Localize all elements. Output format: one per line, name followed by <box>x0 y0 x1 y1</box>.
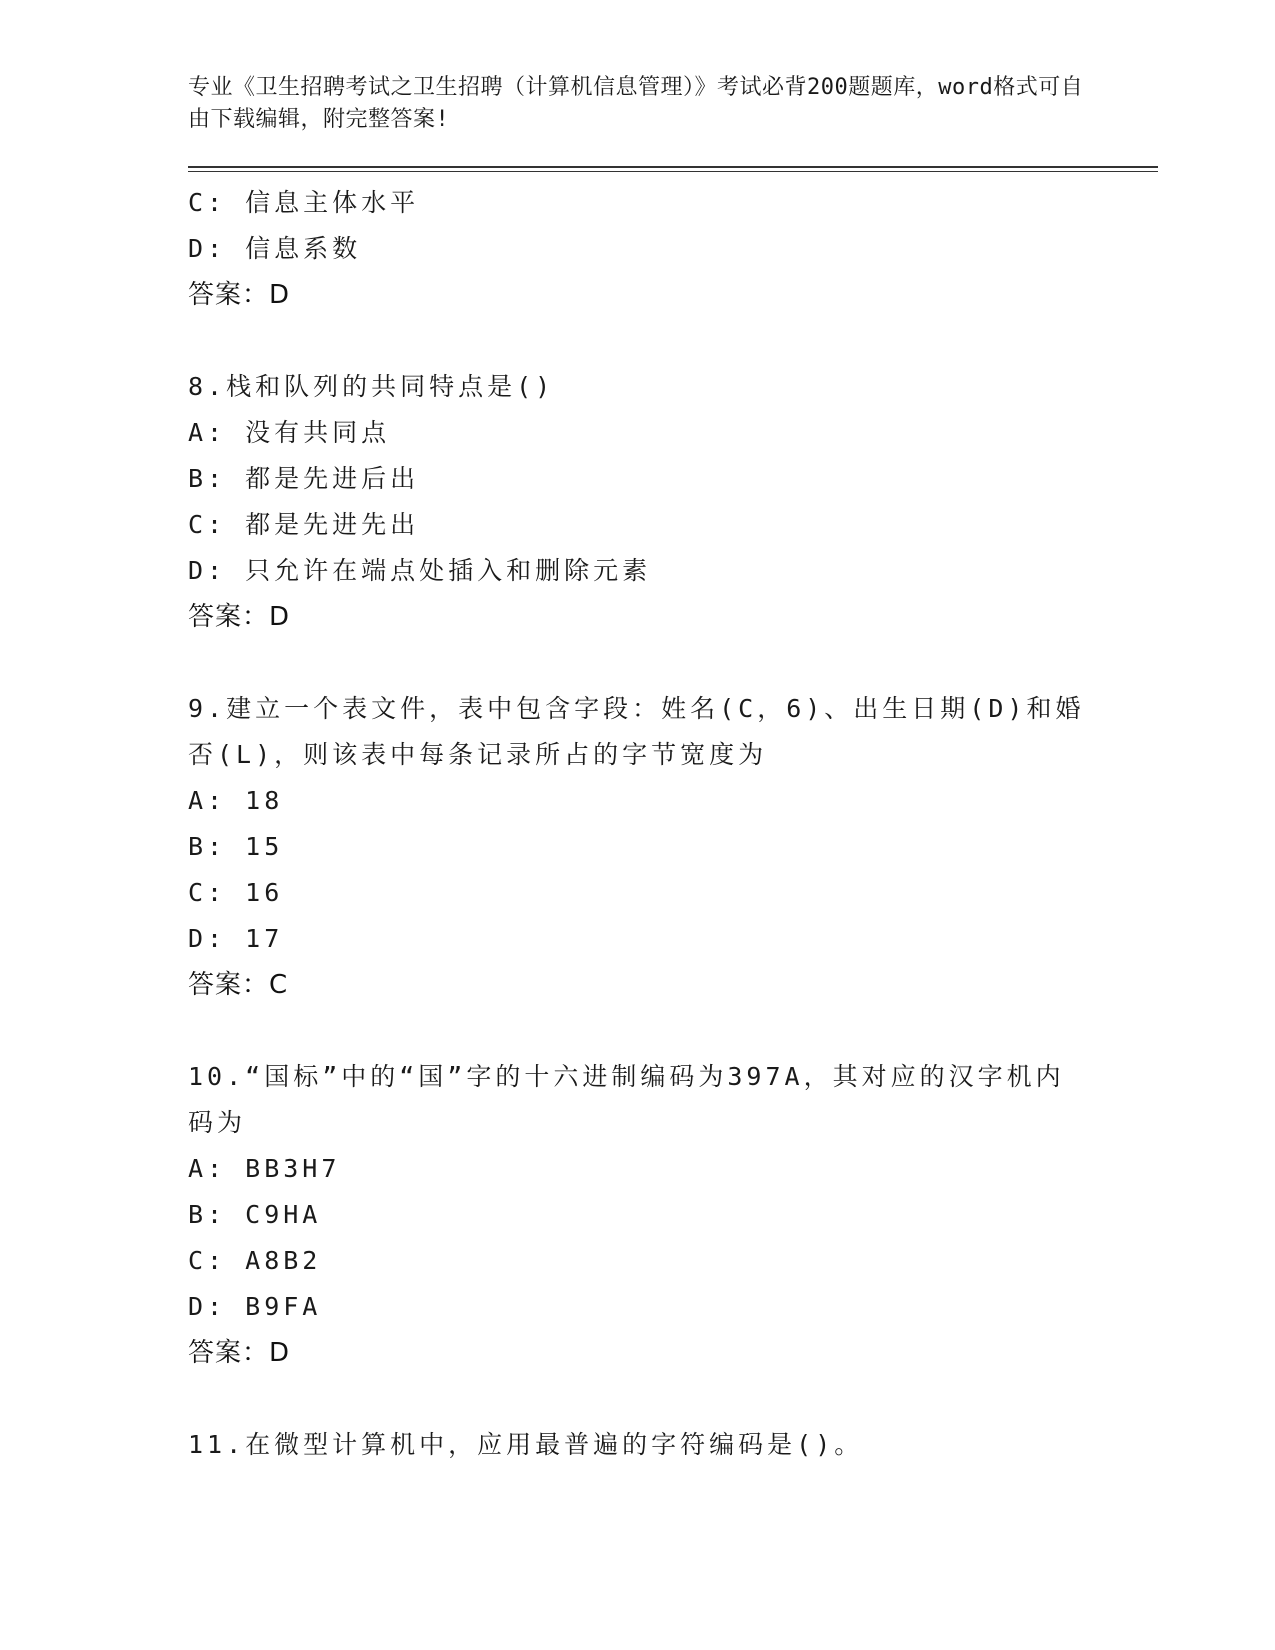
spacer <box>188 1376 1158 1422</box>
option-a: A: 18 <box>188 786 284 815</box>
spacer <box>188 1008 1158 1054</box>
option-a: A: 没有共同点 <box>188 418 391 447</box>
document-header: 专业《卫生招聘考试之卫生招聘（计算机信息管理）》考试必背200题题库，word格式可自由下载编辑，附完整答案! <box>188 75 1084 132</box>
option-d: D: 信息系数 <box>188 234 362 263</box>
spacer <box>188 640 1158 686</box>
option-c: C: A8B2 <box>188 1246 322 1275</box>
question-text: 9.建立一个表文件，表中包含字段：姓名(C，6)、出生日期(D)和婚否(L)，则该表中每条记录所占的字节宽度为 <box>188 694 1085 769</box>
question-block-7-continued <box>188 180 1158 318</box>
answer-line: 答案：D <box>188 602 291 632</box>
option-c: C: 16 <box>188 878 284 907</box>
answer-line: 答案：D <box>188 1338 291 1368</box>
question-text: 8.栈和队列的共同特点是() <box>188 372 555 401</box>
option-a: A: BB3H7 <box>188 1154 341 1183</box>
question-block-11 <box>188 1422 1158 1468</box>
header-divider <box>188 166 1158 172</box>
question-block-9 <box>188 686 1158 1008</box>
option-d: D: 17 <box>188 924 284 953</box>
answer-line: 答案：D <box>188 280 291 310</box>
question-block-10 <box>188 1054 1158 1376</box>
answer-line: 答案：C <box>188 970 289 1000</box>
document-page <box>188 72 1158 1468</box>
option-c: C: 都是先进先出 <box>188 510 420 539</box>
option-d: D: 只允许在端点处插入和删除元素 <box>188 556 652 585</box>
option-b: B: 都是先进后出 <box>188 464 420 493</box>
option-d: D: B9FA <box>188 1292 322 1321</box>
question-text: 11.在微型计算机中，应用最普遍的字符编码是()。 <box>188 1430 864 1459</box>
spacer <box>188 318 1158 364</box>
question-text: 10.“国标”中的“国”字的十六进制编码为397A，其对应的汉字机内码为 <box>188 1062 1065 1137</box>
question-block-8 <box>188 364 1158 640</box>
option-b: B: 15 <box>188 832 284 861</box>
option-c: C: 信息主体水平 <box>188 188 420 217</box>
option-b: B: C9HA <box>188 1200 322 1229</box>
